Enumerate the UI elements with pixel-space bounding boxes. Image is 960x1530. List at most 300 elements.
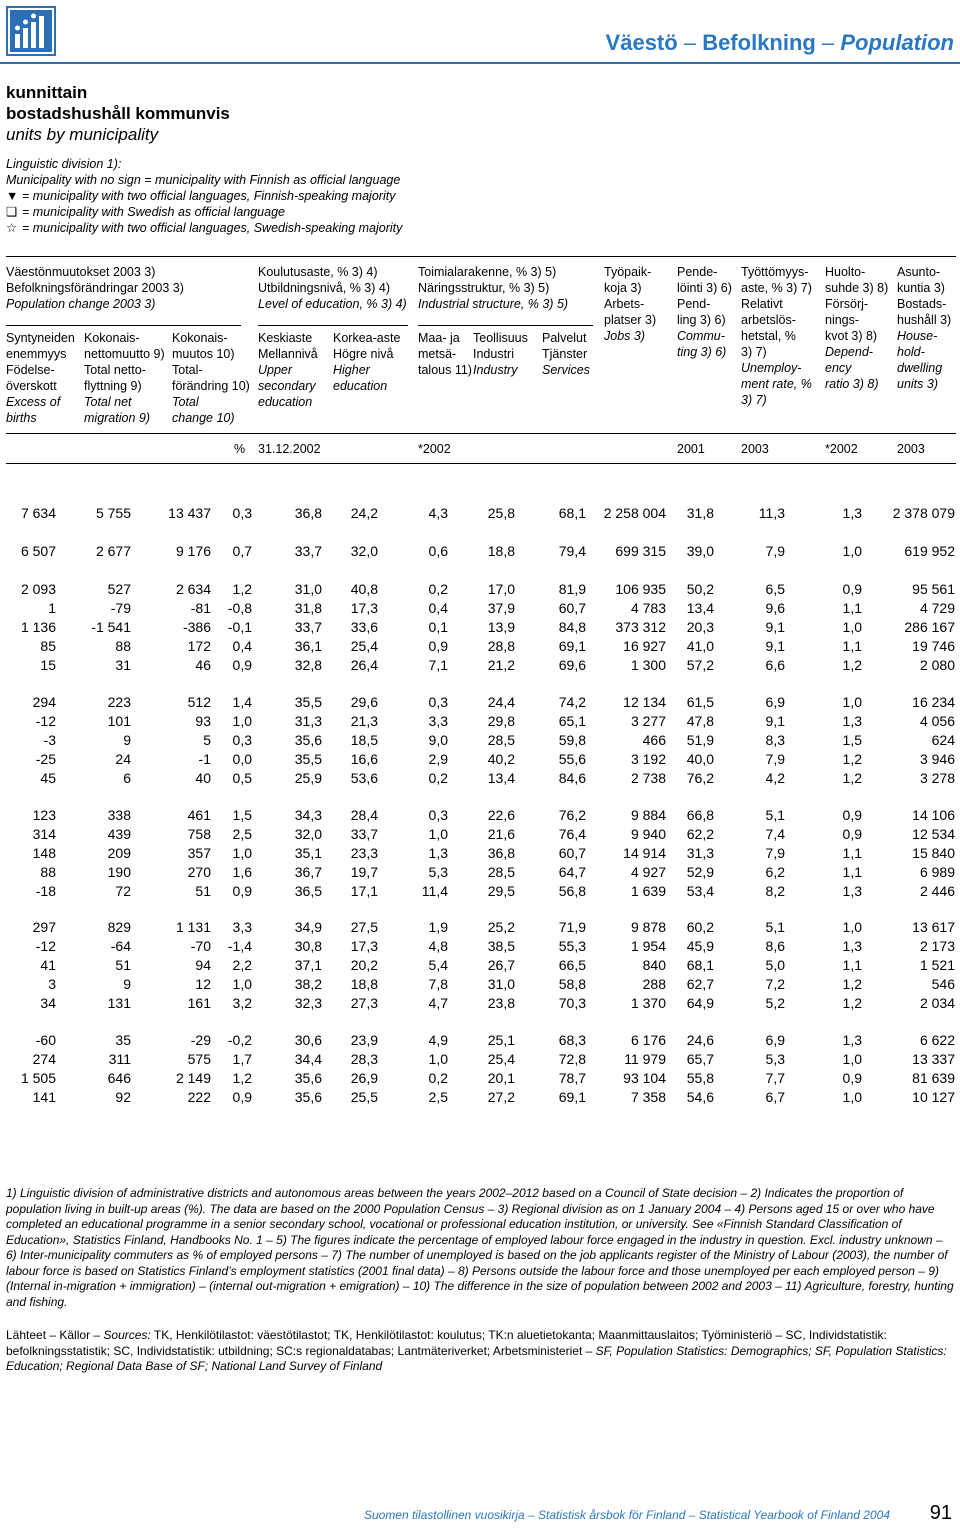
table-cell: 4,2 bbox=[765, 770, 785, 786]
table-cell: -1 bbox=[198, 751, 211, 767]
table-cell: 29,5 bbox=[487, 883, 515, 899]
table-cell: 27,5 bbox=[350, 919, 378, 935]
star-outline-icon: ☆ bbox=[6, 221, 18, 235]
table-cell: 2 677 bbox=[95, 543, 131, 559]
table-cell: 66,8 bbox=[686, 807, 714, 823]
table-cell: 1,3 bbox=[842, 938, 862, 954]
industry-header: Toimialarakenne, % 3) 5) Näringsstruktur, % 3) 5) Industrial structure, % 3) 5) bbox=[418, 265, 569, 311]
table-cell: 9 176 bbox=[175, 543, 211, 559]
education-header: Koulutusaste, % 3) 4) Utbildningsnivå, % 3) 4) Level of education, % 3) 4) bbox=[258, 265, 407, 311]
table-cell: 9,6 bbox=[765, 600, 785, 616]
table-cell: 7,8 bbox=[428, 976, 448, 992]
table-cell: 512 bbox=[187, 694, 211, 710]
header-bottom-rule bbox=[6, 433, 956, 434]
services-header: Palvelut Tjänster Services bbox=[542, 331, 590, 377]
section-title-en: Population bbox=[840, 30, 954, 55]
table-cell: 6,5 bbox=[765, 581, 785, 597]
table-cell: 25,4 bbox=[350, 638, 378, 654]
table-cell: 311 bbox=[108, 1051, 131, 1067]
table-cell: 546 bbox=[931, 976, 955, 992]
agriculture-header: Maa- ja metsä- talous 11) bbox=[418, 331, 472, 377]
table-cell: 72,8 bbox=[558, 1051, 586, 1067]
table-cell: 74,2 bbox=[558, 694, 586, 710]
table-cell: 31,8 bbox=[294, 600, 322, 616]
table-cell: 58,8 bbox=[558, 976, 586, 992]
table-cell: 1,1 bbox=[842, 845, 862, 861]
table-cell: 0,9 bbox=[232, 1089, 252, 1105]
table-cell: 16 234 bbox=[912, 694, 955, 710]
table-cell: 18,8 bbox=[487, 543, 515, 559]
header-rule bbox=[0, 62, 960, 64]
table-row bbox=[0, 806, 960, 825]
table-cell: 64,7 bbox=[558, 864, 586, 880]
table-cell: 13 437 bbox=[168, 505, 211, 521]
table-cell: 0,6 bbox=[428, 543, 448, 559]
table-cell: 4 927 bbox=[630, 864, 666, 880]
legend-heading: Linguistic division 1): bbox=[6, 157, 122, 171]
hollow-square-icon: ❑ bbox=[6, 205, 18, 219]
table-cell: 575 bbox=[187, 1051, 211, 1067]
table-cell: 51 bbox=[195, 883, 211, 899]
table-cell: 14 914 bbox=[623, 845, 666, 861]
table-cell: 60,2 bbox=[686, 919, 714, 935]
table-cell: 461 bbox=[187, 807, 211, 823]
table-cell: 32,0 bbox=[294, 826, 322, 842]
table-cell: -64 bbox=[110, 938, 131, 954]
table-row bbox=[0, 1050, 960, 1069]
table-cell: 35,1 bbox=[294, 845, 322, 861]
table-cell: 4,8 bbox=[428, 938, 448, 954]
table-cell: 1,0 bbox=[842, 1051, 862, 1067]
table-cell: 5 bbox=[203, 732, 211, 748]
table-cell: -81 bbox=[190, 600, 211, 616]
table-cell: 6,6 bbox=[765, 657, 785, 673]
table-cell: 31,3 bbox=[686, 845, 714, 861]
table-row bbox=[0, 750, 960, 769]
table-cell: 25,1 bbox=[487, 1032, 515, 1048]
table-row bbox=[0, 1088, 960, 1107]
total-change-header: Kokonais- muutos 10) Total- förändring 10) Total change 10) bbox=[172, 331, 250, 425]
table-cell: 1,0 bbox=[842, 1089, 862, 1105]
table-cell: 373 312 bbox=[615, 619, 666, 635]
table-cell: 314 bbox=[32, 826, 56, 842]
table-cell: 69,1 bbox=[558, 638, 586, 654]
table-cell: 38,5 bbox=[487, 938, 515, 954]
table-cell: 40,8 bbox=[350, 581, 378, 597]
table-cell: 37,9 bbox=[487, 600, 515, 616]
table-cell: 4,7 bbox=[428, 995, 448, 1011]
table-cell: 2,5 bbox=[428, 1089, 448, 1105]
table-cell: 1,1 bbox=[842, 864, 862, 880]
table-row bbox=[0, 504, 960, 523]
unit-dwell-year: 2003 bbox=[897, 442, 925, 456]
table-row bbox=[0, 1031, 960, 1050]
table-cell: 56,8 bbox=[558, 883, 586, 899]
table-cell: -70 bbox=[190, 938, 211, 954]
table-cell: 0,9 bbox=[842, 1070, 862, 1086]
table-cell: 65,1 bbox=[558, 713, 586, 729]
table-cell: 54,6 bbox=[686, 1089, 714, 1105]
table-cell: 62,2 bbox=[686, 826, 714, 842]
table-cell: 0,7 bbox=[232, 543, 252, 559]
table-cell: 9,1 bbox=[765, 619, 785, 635]
table-cell: 4,9 bbox=[428, 1032, 448, 1048]
table-cell: 1,0 bbox=[842, 619, 862, 635]
table-cell: 53,4 bbox=[686, 883, 714, 899]
table-cell: 190 bbox=[107, 864, 131, 880]
table-cell: 84,6 bbox=[558, 770, 586, 786]
table-cell: -0,8 bbox=[227, 600, 252, 616]
table-cell: -0,1 bbox=[227, 619, 252, 635]
table-cell: 61,5 bbox=[686, 694, 714, 710]
section-title-fi: Väestö bbox=[605, 30, 678, 55]
table-cell: 34,3 bbox=[294, 807, 322, 823]
table-cell: 6 622 bbox=[919, 1032, 955, 1048]
table-cell: 1,4 bbox=[232, 694, 252, 710]
table-cell: 4,3 bbox=[428, 505, 448, 521]
table-cell: 1,0 bbox=[842, 543, 862, 559]
table-cell: 57,2 bbox=[686, 657, 714, 673]
linguistic-legend bbox=[6, 156, 402, 236]
table-cell: 23,9 bbox=[350, 1032, 378, 1048]
unit-unemp-year: 2003 bbox=[741, 442, 769, 456]
units-bottom-rule bbox=[6, 463, 956, 464]
table-cell: 840 bbox=[642, 957, 666, 973]
table-cell: 4 783 bbox=[630, 600, 666, 616]
table-cell: 4 729 bbox=[919, 600, 955, 616]
table-cell: 24,6 bbox=[686, 1032, 714, 1048]
table-cell: 35 bbox=[115, 1032, 131, 1048]
table-cell: 3,3 bbox=[428, 713, 448, 729]
legend-line-4: ☆ = municipality with two official languages, Swedish-speaking majority bbox=[6, 221, 403, 235]
table-cell: -1,4 bbox=[227, 938, 252, 954]
table-row bbox=[0, 844, 960, 863]
table-cell: 68,1 bbox=[558, 505, 586, 521]
table-cell: 23,8 bbox=[487, 995, 515, 1011]
table-cell: 1,1 bbox=[842, 600, 862, 616]
table-cell: 84,8 bbox=[558, 619, 586, 635]
table-cell: 79,4 bbox=[558, 543, 586, 559]
table-cell: 9,0 bbox=[428, 732, 448, 748]
higher-education-header: Korkea-aste Högre nivå Higher education bbox=[333, 331, 401, 393]
table-cell: 1,7 bbox=[232, 1051, 252, 1067]
table-cell: 37,1 bbox=[294, 957, 322, 973]
table-cell: 40,2 bbox=[487, 751, 515, 767]
table-cell: 0,3 bbox=[232, 732, 252, 748]
table-cell: 6 bbox=[123, 770, 131, 786]
table-cell: 22,6 bbox=[487, 807, 515, 823]
table-cell: 32,8 bbox=[294, 657, 322, 673]
table-row bbox=[0, 637, 960, 656]
table-cell: 15 bbox=[40, 657, 56, 673]
table-cell: 6,7 bbox=[765, 1089, 785, 1105]
table-cell: 1,0 bbox=[428, 1051, 448, 1067]
table-cell: 286 167 bbox=[904, 619, 955, 635]
table-cell: 9 bbox=[123, 976, 131, 992]
table-cell: 32,0 bbox=[350, 543, 378, 559]
table-cell: 6 176 bbox=[630, 1032, 666, 1048]
table-cell: 36,8 bbox=[294, 505, 322, 521]
table-cell: -12 bbox=[35, 938, 56, 954]
table-cell: 32,3 bbox=[294, 995, 322, 1011]
table-cell: 439 bbox=[107, 826, 131, 842]
table-cell: 35,5 bbox=[294, 694, 322, 710]
table-cell: 16 927 bbox=[623, 638, 666, 654]
table-cell: 10 127 bbox=[912, 1089, 955, 1105]
table-cell: 45,9 bbox=[686, 938, 714, 954]
table-cell: 7 634 bbox=[20, 505, 56, 521]
table-cell: 7,9 bbox=[765, 543, 785, 559]
table-cell: 35,6 bbox=[294, 1089, 322, 1105]
table-cell: 17,1 bbox=[350, 883, 378, 899]
table-cell: 2,2 bbox=[232, 957, 252, 973]
table-cell: 18,5 bbox=[350, 732, 378, 748]
table-cell: 24 bbox=[115, 751, 131, 767]
table-row bbox=[0, 580, 960, 599]
table-cell: 699 315 bbox=[615, 543, 666, 559]
footnotes: 1) Linguistic division of administrative districts and autonomous areas between the years 2002–2012 based on a Council of State decision – 2) Indicates the proportion of population living in built-up areas (%). The data are based on the 2000 Population Census – 3) Regional division as on 1 January 2004 – 4) Persons aged 15 or over who have completed an educational programme in a senior secondary school, vocational or professional education institution, or university. See «Finnish Standard Classification of Education», Statistics Finland, Handbooks No. 1 – 5) The figures indicate the percentage of employed labour force engaged in the industry in question. Excl. industry unknown – 6) Inter-municipality commuters as % of employed persons – 7) The number of unemployed is based on the job applicants register of the Ministry of Labour (2003), the number of labour force is based on Statistics Finland’s employment statistics (2001 final data) – 8) Persons outside the labour force and those unemployed per each employed person – 9) (Internal in-migration + immigration) – (internal out-migration + emigration) – 10) The difference in the size of population between 2002 and 2003 – 11) Agriculture, forestry, hunting and fishing. bbox=[6, 1186, 954, 1309]
legend-line-3: ❑ = municipality with Swedish as official language bbox=[6, 205, 285, 219]
table-cell: 5,3 bbox=[428, 864, 448, 880]
table-cell: 5,4 bbox=[428, 957, 448, 973]
table-cell: 11,3 bbox=[758, 505, 785, 521]
table-cell: 70,3 bbox=[558, 995, 586, 1011]
table-cell: 1,2 bbox=[842, 770, 862, 786]
table-cell: -386 bbox=[182, 619, 211, 635]
table-cell: 33,7 bbox=[294, 543, 322, 559]
table-cell: 1,2 bbox=[842, 995, 862, 1011]
table-cell: 36,5 bbox=[294, 883, 322, 899]
table-cell: 6 507 bbox=[20, 543, 56, 559]
table-cell: 69,6 bbox=[558, 657, 586, 673]
table-cell: 17,0 bbox=[487, 581, 515, 597]
table-cell: 1 639 bbox=[630, 883, 666, 899]
table-cell: 85 bbox=[40, 638, 56, 654]
table-cell: 33,7 bbox=[350, 826, 378, 842]
table-cell: 288 bbox=[642, 976, 666, 992]
table-cell: 50,2 bbox=[686, 581, 714, 597]
table-cell: 9 884 bbox=[630, 807, 666, 823]
table-cell: -0,2 bbox=[227, 1032, 252, 1048]
table-cell: 60,7 bbox=[558, 600, 586, 616]
jobs-header: Työpaik- koja 3) Arbets- platser 3) Jobs 3) bbox=[604, 265, 657, 343]
table-cell: 36,7 bbox=[294, 864, 322, 880]
table-row bbox=[0, 656, 960, 675]
table-cell: 71,9 bbox=[558, 919, 586, 935]
table-cell: 0,3 bbox=[428, 694, 448, 710]
table-cell: 1,6 bbox=[232, 864, 252, 880]
table-cell: 11,4 bbox=[421, 883, 448, 899]
table-cell: 131 bbox=[107, 995, 131, 1011]
table-cell: 6,9 bbox=[765, 694, 785, 710]
table-cell: 338 bbox=[107, 807, 131, 823]
table-cell: 5 755 bbox=[95, 505, 131, 521]
table-cell: 3 192 bbox=[630, 751, 666, 767]
table-cell: 1,0 bbox=[232, 845, 252, 861]
title-sv: bostadshushåll kommunvis bbox=[6, 104, 230, 123]
table-cell: 40 bbox=[195, 770, 211, 786]
table-cell: 81 639 bbox=[912, 1070, 955, 1086]
table-cell: 45 bbox=[40, 770, 56, 786]
table-cell: -12 bbox=[35, 713, 56, 729]
table-cell: 11 979 bbox=[624, 1051, 666, 1067]
table-cell: 30,8 bbox=[294, 938, 322, 954]
table-cell: 0,9 bbox=[428, 638, 448, 654]
table-cell: 25,4 bbox=[487, 1051, 515, 1067]
table-cell: 51 bbox=[115, 957, 131, 973]
page-number: 91 bbox=[929, 1502, 952, 1524]
table-cell: 16,6 bbox=[350, 751, 378, 767]
table-cell: 68,1 bbox=[686, 957, 714, 973]
title-en: units by municipality bbox=[6, 125, 159, 144]
footer-text: Suomen tilastollinen vuosikirja – Statistisk årsbok för Finland – Statistical Yearbook of Finland 2004 bbox=[363, 1508, 890, 1522]
table-row bbox=[0, 618, 960, 637]
table-cell: 0,9 bbox=[232, 657, 252, 673]
table-cell: 34,9 bbox=[294, 919, 322, 935]
table-cell: 223 bbox=[107, 694, 131, 710]
table-cell: 1,0 bbox=[428, 826, 448, 842]
section-title-sv: Befolkning bbox=[702, 30, 816, 55]
table-cell: 36,1 bbox=[294, 638, 322, 654]
table-cell: 6,9 bbox=[765, 1032, 785, 1048]
table-row bbox=[0, 769, 960, 788]
table-cell: 34,4 bbox=[294, 1051, 322, 1067]
table-cell: 1 bbox=[48, 600, 56, 616]
table-cell: 1,1 bbox=[842, 957, 862, 973]
table-cell: 619 952 bbox=[904, 543, 955, 559]
table-cell: 26,4 bbox=[350, 657, 378, 673]
table-cell: 39,0 bbox=[686, 543, 714, 559]
table-cell: 106 935 bbox=[615, 581, 666, 597]
table-cell: 13,4 bbox=[686, 600, 714, 616]
table-cell: 78,7 bbox=[558, 1070, 586, 1086]
table-cell: 1,0 bbox=[842, 694, 862, 710]
unit-ind-date: *2002 bbox=[418, 442, 451, 456]
table-cell: 1,3 bbox=[842, 1032, 862, 1048]
table-cell: 6 989 bbox=[919, 864, 955, 880]
legend-line-2: ▼ = municipality with two official languages, Finnish-speaking majority bbox=[6, 189, 396, 203]
table-cell: 9,1 bbox=[765, 713, 785, 729]
table-cell: 1,2 bbox=[842, 976, 862, 992]
unit-dep-year: *2002 bbox=[825, 442, 858, 456]
edu-group-rule bbox=[258, 325, 408, 326]
table-cell: -18 bbox=[35, 883, 56, 899]
table-cell: 94 bbox=[195, 957, 211, 973]
table-cell: 15 840 bbox=[912, 845, 955, 861]
table-cell: 1,5 bbox=[842, 732, 862, 748]
table-cell: 3 277 bbox=[630, 713, 666, 729]
table-cell: 25,2 bbox=[487, 919, 515, 935]
table-cell: 17,3 bbox=[350, 600, 378, 616]
table-cell: 1 521 bbox=[919, 957, 955, 973]
table-cell: 13,4 bbox=[487, 770, 515, 786]
table-cell: 270 bbox=[187, 864, 211, 880]
table-cell: 7,9 bbox=[765, 751, 785, 767]
table-cell: 1,9 bbox=[428, 919, 448, 935]
table-cell: 28,5 bbox=[487, 732, 515, 748]
table-cell: 2 034 bbox=[919, 995, 955, 1011]
table-cell: 0,2 bbox=[428, 770, 448, 786]
sources bbox=[6, 1328, 954, 1375]
table-cell: 12 bbox=[195, 976, 211, 992]
table-cell: -29 bbox=[190, 1032, 211, 1048]
table-cell: 88 bbox=[115, 638, 131, 654]
table-cell: 65,7 bbox=[686, 1051, 714, 1067]
table-cell: 3,3 bbox=[232, 919, 252, 935]
table-cell: 31 bbox=[115, 657, 131, 673]
sources-fi-sv: Lähteet – Källor – Sources: bbox=[6, 1328, 151, 1342]
legend-line-1: Municipality with no sign = municipality with Finnish as official language bbox=[6, 173, 401, 187]
table-cell: 1 300 bbox=[630, 657, 666, 673]
table-cell: 21,6 bbox=[487, 826, 515, 842]
table-cell: 19 746 bbox=[912, 638, 955, 654]
table-cell: 12 134 bbox=[623, 694, 666, 710]
table-row bbox=[0, 937, 960, 956]
table-row bbox=[0, 825, 960, 844]
table-cell: 0,3 bbox=[428, 807, 448, 823]
table-cell: 29,8 bbox=[487, 713, 515, 729]
table-cell: 69,1 bbox=[558, 1089, 586, 1105]
table-cell: 55,3 bbox=[558, 938, 586, 954]
table-cell: 0,4 bbox=[232, 638, 252, 654]
net-migration-header: Kokonais- nettomuutto 9) Total netto- flyttning 9) Total net migration 9) bbox=[84, 331, 165, 425]
commuting-header: Pende- löinti 3) 6) Pend- ling 3) 6) Commu- ting 3) 6) bbox=[677, 265, 732, 359]
table-cell: 1,3 bbox=[842, 713, 862, 729]
sources-text: TK, Henkilötilastot: väestötilastot; TK, Henkilötilastot: koulutus; TK:n aluetietokanta; Maanmittauslaitos; Työministeriö – SC, Individstatistik: befolkningsstatistik; SC, Individstatistik: utbildning; SC:s regionaldatabas; Lantmäteriverket; Arbetsministeriet – bbox=[6, 1328, 887, 1358]
table-cell: 66,5 bbox=[558, 957, 586, 973]
table-cell: 93 bbox=[195, 713, 211, 729]
table-cell: 466 bbox=[642, 732, 666, 748]
table-row bbox=[0, 542, 960, 561]
table-cell: 4 056 bbox=[919, 713, 955, 729]
table-cell: 0,2 bbox=[428, 581, 448, 597]
table-cell: 41,0 bbox=[686, 638, 714, 654]
table-cell: 1 131 bbox=[175, 919, 211, 935]
table-top-rule bbox=[6, 256, 956, 257]
dwelling-header: Asunto- kuntia 3) Bostads- hushåll 3) House- hold- dwelling units 3) bbox=[897, 265, 952, 391]
table-cell: 0,9 bbox=[842, 807, 862, 823]
unit-jobs-year: 2001 bbox=[677, 442, 705, 456]
table-cell: 55,8 bbox=[686, 1070, 714, 1086]
table-cell: 2,9 bbox=[428, 751, 448, 767]
table-cell: 9,1 bbox=[765, 638, 785, 654]
table-cell: 3 946 bbox=[919, 751, 955, 767]
table-cell: 0,9 bbox=[232, 883, 252, 899]
table-row bbox=[0, 731, 960, 750]
table-cell: 18,8 bbox=[350, 976, 378, 992]
table-cell: 47,8 bbox=[686, 713, 714, 729]
table-cell: 2 634 bbox=[175, 581, 211, 597]
table-cell: 21,2 bbox=[487, 657, 515, 673]
table-cell: 161 bbox=[187, 995, 211, 1011]
table-cell: 2 093 bbox=[20, 581, 56, 597]
table-cell: 62,7 bbox=[686, 976, 714, 992]
pop-group-rule bbox=[6, 325, 241, 326]
table-cell: 40,0 bbox=[686, 751, 714, 767]
table-cell: 34 bbox=[40, 995, 56, 1011]
table-cell: -79 bbox=[110, 600, 131, 616]
table-cell: 76,2 bbox=[558, 807, 586, 823]
table-cell: 25,5 bbox=[350, 1089, 378, 1105]
table-cell: 294 bbox=[32, 694, 56, 710]
title-fi: kunnittain bbox=[6, 83, 88, 102]
table-cell: 0,9 bbox=[842, 826, 862, 842]
table-cell: 0,3 bbox=[232, 505, 252, 521]
table-cell: 30,6 bbox=[294, 1032, 322, 1048]
table-cell: 1 954 bbox=[630, 938, 666, 954]
table-cell: 1 370 bbox=[630, 995, 666, 1011]
table-cell: 60,7 bbox=[558, 845, 586, 861]
